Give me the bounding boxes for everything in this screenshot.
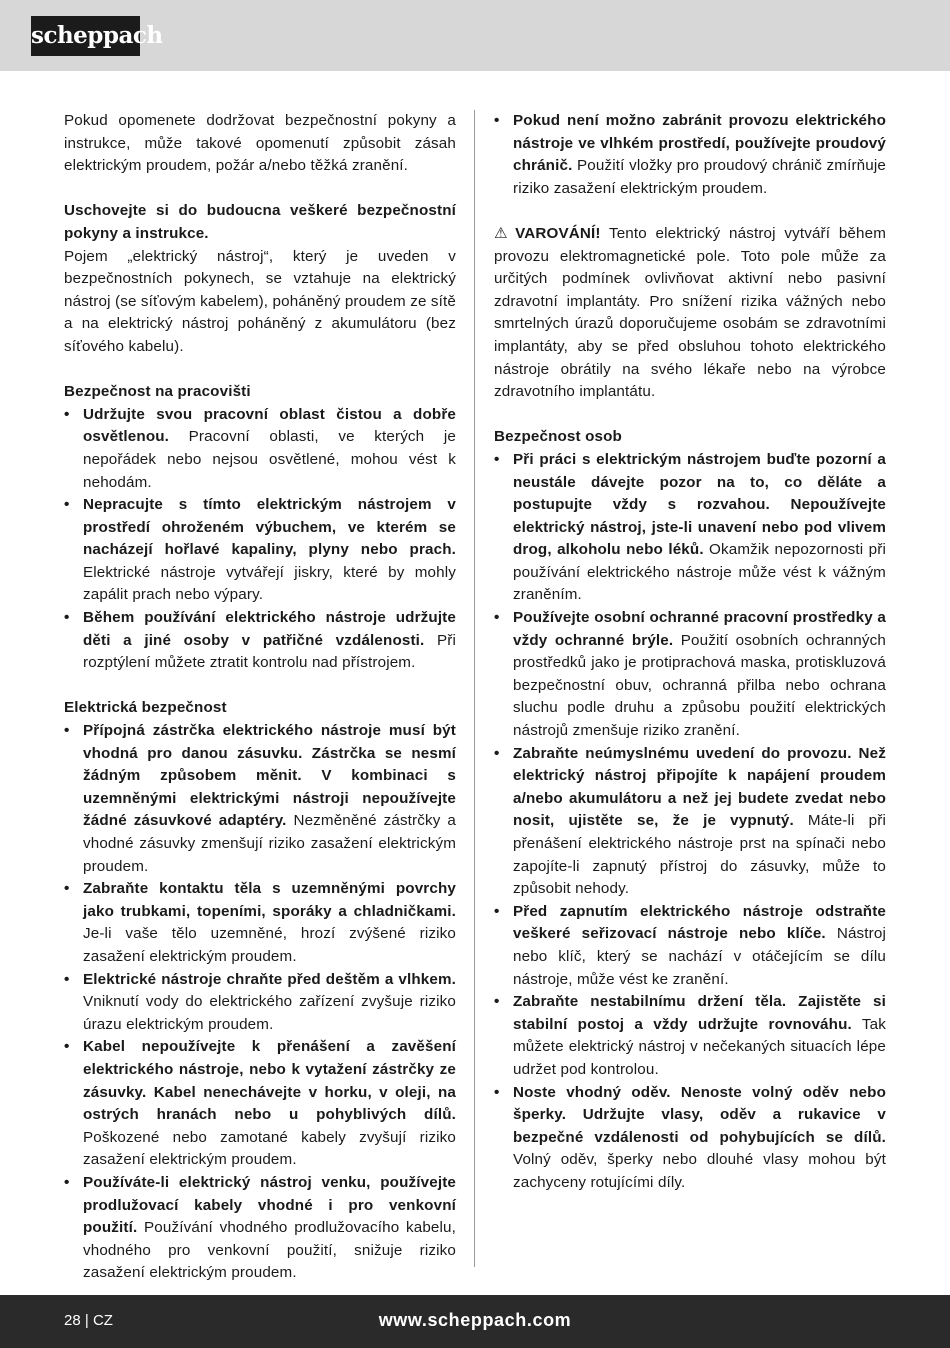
website-link[interactable]: www.scheppach.com — [378, 1310, 572, 1330]
footer-bar — [0, 1295, 950, 1348]
personal-safety-list — [494, 449, 886, 1195]
list-item: • Při práci s elektrickým nástrojem buďte pozorní a neustále dávejte pozor na to, co děláte a postupujte vždy s rozvahou. Nepoužívejte elektrický nástroj, jste-li unavení nebo pod vlivem drog, alkoholu nebo léků. Okamžik nepozornosti při používání elektrického nástroje může vést k vážným zraněním. — [494, 449, 886, 607]
list-item: • Během používání elektrického nástroje udržujte děti a jiné osoby v patřičné vzdálenosti. Při rozptýlení můžete ztratit kontrolu nad přístrojem. — [64, 607, 456, 675]
scheppach-logo: scheppach — [31, 16, 140, 56]
list-item: • Zabraňte neúmyslnému uvedení do provozu. Než elektrický nástroj připojíte k napájení proudem a/nebo akumulátoru a než jej budete zvedat nebo nosit, ujistěte se, že je vypnutý. Máte-li při přenášení elektrického nástroje prst na spínači nebo zapojíte-li zapnutý přístroj do zásuvky, může to způsobit nehody. — [494, 743, 886, 901]
warning-paragraph: ⚠ VAROVÁNÍ! Tento elektrický nástroj vytváří během provozu elektromagnetické pole. Toto pole může za určitých podmínek ovlivňovat aktivní nebo pasivní zdravotní implantáty. Pro snížení rizika vážných nebo smrtelných úrazů doporučujeme osobám se zdravotními implantáty, aby se před obsluhou tohoto elektrického nástroje obrátily na svého lékaře nebo na výrobce zdravotního implantátu. — [494, 224, 887, 401]
list-item: • Přípojná zástrčka elektrického nástroje musí být vhodná pro danou zásuvku. Zástrčka se nesmí žádným způsobem měnit. V kombinaci s uzemněnými elektrickými nástroji nepoužívejte žádné zásuvkové adaptéry. Nezměněné zástrčky a vhodné zásuvky zmenšují riziko zasažení elektrickým proudem. — [64, 720, 456, 878]
list-item: • Nepracujte s tímto elektrickým nástrojem v prostředí ohroženém výbuchem, ve kterém se nacházejí hořlavé kapaliny, plyny nebo prach. Elektrické nástroje vytvářejí jiskry, které by mohly zapálit prach nebo výpary. — [64, 494, 456, 607]
list-item: • Elektrické nástroje chraňte před deštěm a vlhkem. Vniknutí vody do elektrického zařízení zvyšuje riziko úrazu elektrickým proudem. — [64, 969, 456, 1037]
list-item: • Zabraňte nestabilnímu držení těla. Zajistěte si stabilní postoj a vždy udržujte rovnováhu. Tak můžete elektrický nástroj v nečekaných situacích lépe udržet pod kontrolou. — [494, 991, 886, 1081]
warning-triangle-icon: ⚠ — [494, 224, 513, 242]
list-item: • Kabel nepoužívejte k přenášení a zavěšení elektrického nástroje, nebo k vytažení zástrčky ze zásuvky. Kabel nenechávejte v horku, v oleji, na ostrých hranách nebo u pohyblivých dílů. Poškozené nebo zamotané kabely zvyšují riziko zasažení elektrickým proudem. — [64, 1036, 456, 1172]
electrical-safety-list — [64, 720, 456, 1285]
right-column — [494, 110, 886, 1195]
column-divider — [474, 110, 475, 1267]
keep-instructions-notice: Uschovejte si do budoucna veškeré bezpečnostní pokyny a instrukce. — [64, 202, 456, 242]
intro-paragraph: Pokud opomenete dodržovat bezpečnostní pokyny a instrukce, může takové opomenutí způsobit zásah elektrickým proudem, požár a/nebo těžká zranění. — [64, 112, 456, 175]
list-item: • Před zapnutím elektrického nástroje odstraňte veškeré seřizovací nástroje nebo klíče. Nástroj nebo klíč, který se nachází v otáčejícím se dílu nástroje, může vést ke zranění. — [494, 901, 886, 991]
page-number: 28 — [64, 1312, 81, 1329]
workplace-safety-list — [64, 404, 456, 675]
list-item: • Používejte osobní ochranné pracovní prostředky a vždy ochranné brýle. Použití osobních ochranných prostředků jako je protiprachová maska, protiskluzová bezpečnostní obuv, ochranná přilba nebo ochrana sluchu podle druhu a způsobu použití elektrických nástrojů zmenšuje riziko zranění. — [494, 607, 886, 743]
warning-label: VAROVÁNÍ! — [515, 224, 601, 242]
left-column — [64, 110, 456, 1285]
separator: | — [84, 1312, 89, 1329]
list-item: • Udržujte svou pracovní oblast čistou a dobře osvětlenou. Pracovní oblasti, ve kterých je nepořádek nebo nejsou osvětlené, mohou vést k nehodám. — [64, 404, 456, 494]
personal-safety-heading: Bezpečnost osob — [494, 428, 622, 446]
header-bar — [0, 0, 950, 71]
language-code: CZ — [92, 1312, 113, 1329]
workplace-safety-heading: Bezpečnost na pracovišti — [64, 383, 251, 401]
moisture-list — [494, 110, 886, 200]
electrical-safety-heading: Elektrická bezpečnost — [64, 699, 227, 717]
list-item: • Zabraňte kontaktu těla s uzemněnými povrchy jako trubkami, topeními, sporáky a chladničkami. Je-li vaše tělo uzemněné, hrozí zvýšené riziko zasažení elektrickým proudem. — [64, 878, 456, 968]
list-item: • Pokud není možno zabránit provozu elektrického nástroje ve vlhkém prostředí, používejte proudový chránič. Použití vložky pro proudový chránič zmírňuje riziko zasažení elektrickým proudem. — [494, 110, 886, 200]
list-item: • Používáte-li elektrický nástroj venku, používejte prodlužovací kabely vhodné i pro venkovní použití. Používání vhodného prodlužovacího kabelu, vhodného pro venkovní použití, snižuje riziko zasažení elektrickým proudem. — [64, 1172, 456, 1285]
list-item: • Noste vhodný oděv. Nenoste volný oděv nebo šperky. Udržujte vlasy, oděv a rukavice v bezpečné vzdálenosti od pohybujících se dílů. Volný oděv, šperky nebo dlouhé vlasy mohou být zachyceny rotujícími díly. — [494, 1082, 886, 1195]
definition-paragraph: Pojem „elektrický nástroj“, který je uveden v bezpečnostních pokynech, se vztahuje na elektrický nástroj (se síťovým kabelem), poháněný proudem ze sítě a na elektrický nástroj poháněný z akumulátoru (bez síťového kabelu). — [64, 247, 456, 355]
